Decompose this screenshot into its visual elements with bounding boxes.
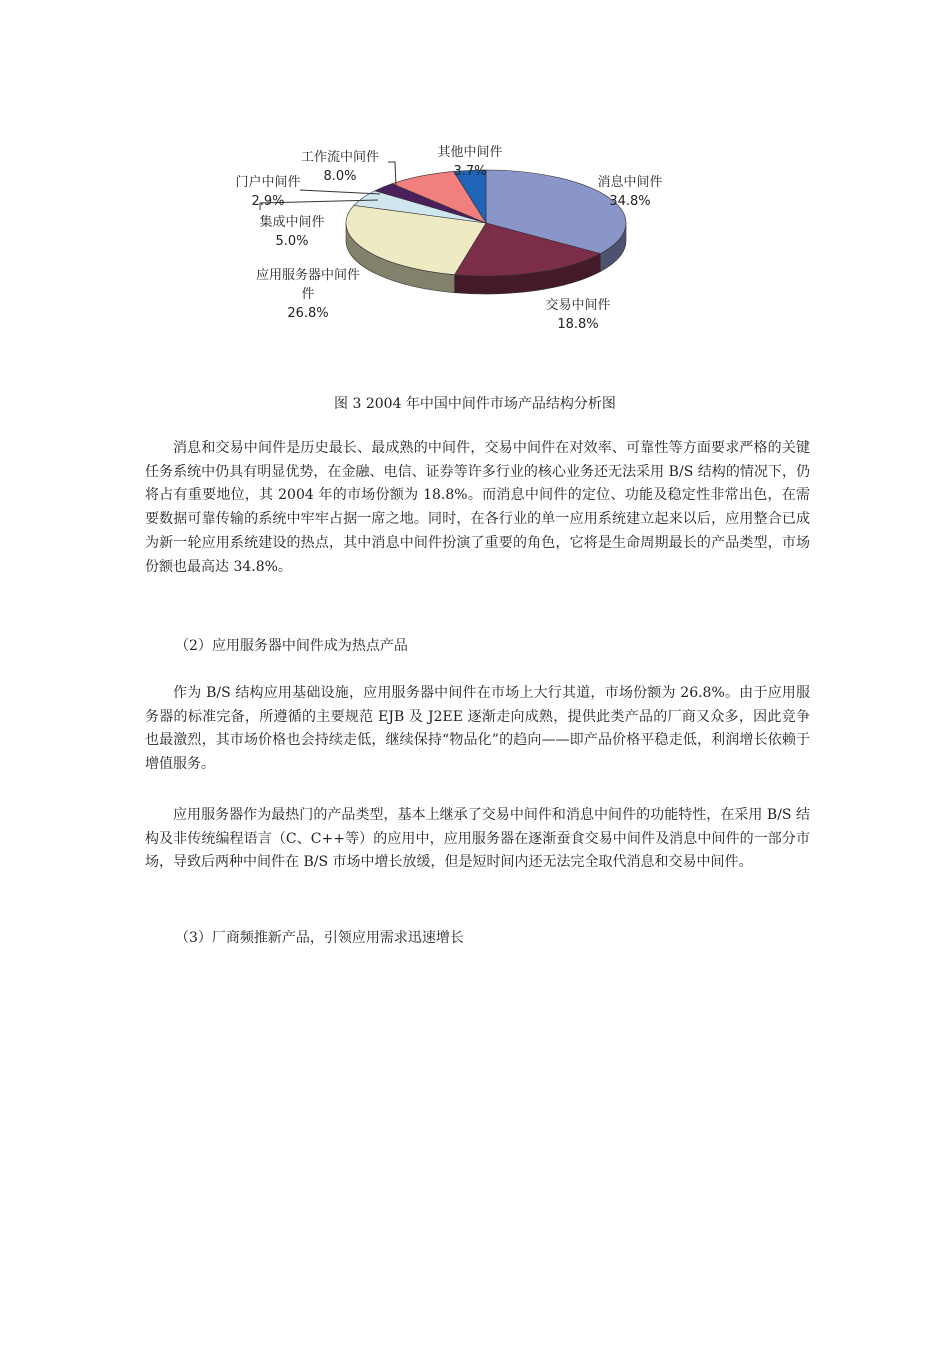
label-value-portal: 2.9% xyxy=(251,194,285,209)
figure-caption: 图 3 2004 年中国中间件市场产品结构分析图 xyxy=(334,396,616,412)
label-name-other: 其他中间件 xyxy=(437,145,503,160)
label-name-integration: 集成中间件 xyxy=(259,215,325,230)
label-name-portal: 门户中间件 xyxy=(235,175,301,190)
paragraph-message-transaction: 消息和交易中间件是历史最长、最成熟的中间件，交易中间件在对效率、可靠性等方面要求严格的关键任务系统中仍具有明显优势，在金融、电信、证券等许多行业的核心业务还无法采用 B/S 结构的情况下，仍将占有重要地位，其 2004 年的市场份额为 18.8%。而消息中间件的定位、功能及稳定性非常出色，在需要数据可靠传输的系统中牢牢占据一席之地。同时，在各行业的单一应用系统建立起来以后，应用整合已成为新一轮应用系统建设的热点，其中消息中间件扮演了重要的角色，它将是生命周期最长的产品类型，市场份额也最高达 34.8%。 xyxy=(145,440,810,575)
paragraph-appserver-inherit: 应用服务器作为最热门的产品类型，基本上继承了交易中间件和消息中间件的功能特性，在采用 B/S 结构及非传统编程语言（C、C++等）的应用中，应用服务器在逐渐蚕食交易中间件及消息中间件的一部分市场，导致后两种中间件在 B/S 市场中增长放缓，但是短时间内还无法完全取代消息和交易中间件。 xyxy=(145,807,810,871)
label-value-integration: 5.0% xyxy=(275,234,309,249)
heading-appserver-hot: （2）应用服务器中间件成为热点产品 xyxy=(175,638,408,654)
label-name-appserver: 应用服务器中间件 xyxy=(255,268,361,283)
paragraph-appserver-market: 作为 B/S 结构应用基础设施，应用服务器中间件在市场上大行其道，市场份额为 26.8%。由于应用服务器的标准完备，所遵循的主要规范 EJB 及 J2EE 逐渐走向成熟，提供此类产品的厂商又众多，因此竞争也最激烈，其市场价格也会持续走低，继续保持“物品化”的趋向——即产品价格平稳走低，利润增长依赖于增值服务。 xyxy=(145,685,810,773)
label-name-appserver-wrap: 件 xyxy=(301,287,315,302)
label-value-transaction: 18.8% xyxy=(557,317,599,332)
pie-chart xyxy=(230,128,710,353)
label-value-message: 34.8% xyxy=(609,194,651,209)
label-name-workflow: 工作流中间件 xyxy=(300,150,380,165)
label-value-appserver: 26.8% xyxy=(287,306,329,321)
pie-slices xyxy=(346,170,626,294)
leader-line-portal xyxy=(300,190,380,194)
heading-vendors-new-products: （3）厂商频推新产品，引领应用需求迅速增长 xyxy=(175,930,464,946)
label-name-message: 消息中间件 xyxy=(597,175,663,190)
label-value-other: 3.7% xyxy=(453,164,487,179)
label-name-transaction: 交易中间件 xyxy=(545,298,611,313)
label-value-workflow: 8.0% xyxy=(323,169,357,184)
